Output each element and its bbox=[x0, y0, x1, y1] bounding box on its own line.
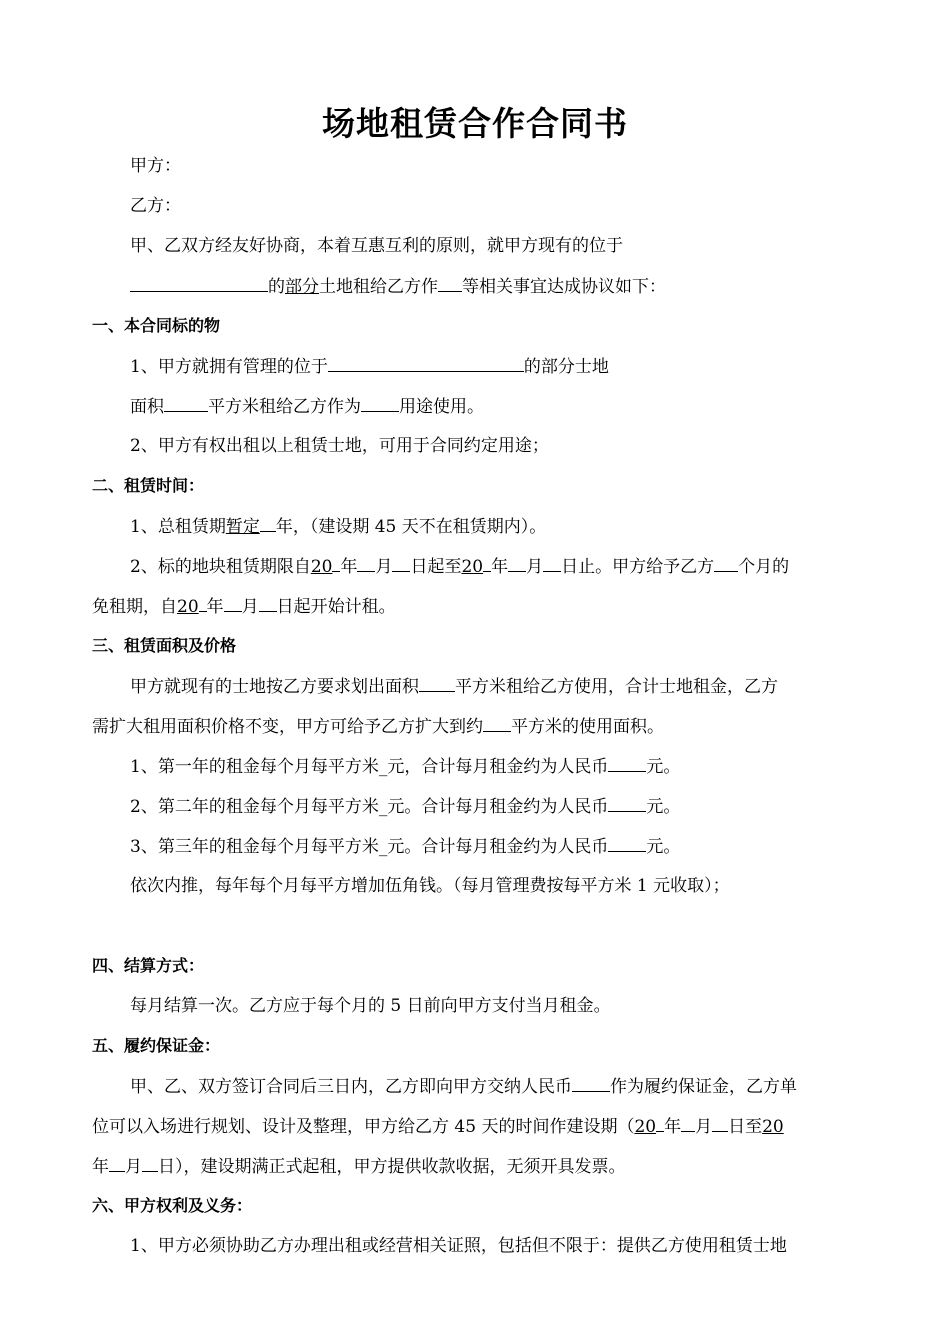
text-run: 月 bbox=[241, 597, 259, 617]
section-6-item-1: 1、甲方必须协助乙方办理出租或经营相关证照，包括但不限于：提供乙方使用租赁士地 bbox=[130, 1236, 787, 1256]
blank-field bbox=[328, 355, 524, 372]
text-run: 免租期，自 bbox=[92, 597, 177, 617]
section-3-item-4: 依次内推，每年每个月每平方增加伍角钱。（每月管理费按每平方米 1 元收取）； bbox=[130, 876, 730, 896]
section-1-heading: 一、本合同标的物 bbox=[92, 316, 221, 335]
text-run: 年 bbox=[664, 1117, 682, 1137]
blank-field bbox=[361, 395, 399, 412]
intro-line-1: 甲、乙双方经友好协商，本着互惠互利的原则，就甲方现有的位于 bbox=[130, 236, 623, 256]
text-run: 暂定 bbox=[225, 517, 260, 537]
text-run: 20 bbox=[634, 1117, 657, 1137]
blank-field bbox=[260, 515, 276, 532]
blank-field bbox=[608, 795, 646, 812]
text-run: 日起开始计租。 bbox=[276, 597, 396, 617]
text-run: 年 bbox=[491, 557, 509, 577]
blank-field bbox=[714, 555, 738, 572]
section-2-item-1 bbox=[130, 515, 862, 538]
section-3-para-line-1 bbox=[130, 675, 862, 698]
text-run: 月 bbox=[375, 557, 393, 577]
section-1-item-2: 2、甲方有权出租以上租赁士地，可用于合同约定用途； bbox=[130, 436, 549, 456]
section-1-item-1-cont bbox=[130, 395, 862, 418]
text-run: 的部分士地 bbox=[523, 357, 609, 377]
blank-field bbox=[572, 1075, 610, 1092]
blank-field bbox=[130, 275, 268, 292]
section-5-para-line-1 bbox=[130, 1075, 862, 1098]
text-run: 日止。甲方给予乙方 bbox=[561, 557, 715, 577]
text-run: 面积 bbox=[130, 397, 164, 417]
text-run: 元。 bbox=[646, 837, 681, 857]
text-run: 月 bbox=[695, 1117, 713, 1137]
text-run: 20 bbox=[177, 597, 199, 617]
text-run: 年 bbox=[340, 557, 358, 577]
blank-field bbox=[508, 555, 526, 572]
text-run: 月 bbox=[526, 557, 544, 577]
blank-field bbox=[164, 395, 208, 412]
text-run: 平方米的使用面积。 bbox=[511, 717, 664, 737]
blank-field bbox=[142, 1155, 158, 1172]
blank-field bbox=[681, 1115, 695, 1132]
text-run: 20 bbox=[762, 1117, 784, 1137]
section-3-para-line-2 bbox=[92, 715, 862, 738]
blank-field bbox=[419, 675, 455, 692]
section-5-para-line-2 bbox=[92, 1115, 862, 1138]
blank-field bbox=[438, 275, 462, 292]
text-run: 1、甲方就拥有管理的位于 bbox=[130, 357, 328, 377]
text-run: 1、总租赁期 bbox=[130, 517, 226, 537]
text-run: 月 bbox=[125, 1157, 142, 1177]
section-3-item-3 bbox=[130, 835, 862, 858]
text-run: 个月的 bbox=[738, 557, 790, 577]
section-5-para-line-3 bbox=[92, 1155, 862, 1178]
text-run: 日起至 bbox=[410, 557, 462, 577]
text-run: 等相关事宜达成协议如下： bbox=[462, 277, 666, 297]
blank-field bbox=[483, 715, 511, 732]
text-run: 需扩大租用面积价格不变，甲方可给予乙方扩大到约 bbox=[92, 717, 483, 737]
section-2-item-2-cont bbox=[92, 595, 862, 618]
blank-field bbox=[608, 755, 646, 772]
intro-line-2 bbox=[130, 275, 862, 298]
section-2-heading: 二、租赁时间： bbox=[92, 476, 205, 495]
section-1-item-1 bbox=[130, 355, 862, 378]
blank-field bbox=[357, 555, 375, 572]
section-3-item-2 bbox=[130, 795, 862, 818]
blank-field bbox=[259, 595, 277, 612]
section-2-item-2 bbox=[130, 555, 862, 578]
text-run: 20 bbox=[310, 557, 333, 577]
text-run: 的 bbox=[268, 277, 285, 297]
text-run: 土地租给乙方作 bbox=[319, 277, 438, 297]
text-run: 2、第二年的租金每个月每平方米_元。合计每月租金约为人民币 bbox=[130, 797, 609, 817]
party-a-line: 甲方： bbox=[130, 156, 181, 176]
text-run: 年，（建设期 45 天不在租赁期内）。 bbox=[275, 517, 547, 537]
blank-field bbox=[543, 555, 561, 572]
text-run: 作为履约保证金，乙方单 bbox=[610, 1077, 797, 1097]
text-run: 3、第三年的租金每个月每平方米_元。合计每月租金约为人民币 bbox=[130, 837, 609, 857]
blank-field bbox=[483, 555, 491, 572]
text-run: 位可以入场进行规划、设计及整理，甲方给乙方 45 天的时间作建设期（ bbox=[92, 1117, 635, 1137]
text-run: 平方米租给乙方使用，合计士地租金，乙方 bbox=[455, 677, 778, 697]
section-3-heading: 三、租赁面积及价格 bbox=[92, 636, 237, 655]
text-run: 1、第一年的租金每个月每平方米_元，合计每月租金约为人民币 bbox=[130, 757, 609, 777]
text-run: 部分 bbox=[285, 277, 319, 297]
text-run: 2、标的地块租赁期限自 bbox=[130, 557, 311, 577]
blank-field bbox=[109, 1155, 125, 1172]
text-run: 日至 bbox=[728, 1117, 763, 1137]
text-run: 甲方就现有的士地按乙方要求划出面积 bbox=[130, 677, 419, 697]
text-run: 年 bbox=[206, 597, 224, 617]
section-6-heading: 六、甲方权利及义务： bbox=[92, 1196, 253, 1215]
blank-field bbox=[392, 555, 410, 572]
text-run: 元。 bbox=[646, 797, 681, 817]
text-run: 用途使用。 bbox=[399, 397, 484, 417]
blank-field bbox=[608, 835, 646, 852]
blank-field bbox=[199, 595, 207, 612]
text-run: 平方米租给乙方作为 bbox=[208, 397, 361, 417]
blank-field bbox=[656, 1115, 664, 1132]
text-run: 甲、乙、双方签订合同后三日内，乙方即向甲方交纳人民币 bbox=[130, 1077, 572, 1097]
section-5-heading: 五、履约保证金： bbox=[92, 1036, 221, 1055]
party-b-line: 乙方： bbox=[130, 196, 181, 216]
document-title: 场地租赁合作合同书 bbox=[322, 104, 628, 143]
text-run: 年 bbox=[92, 1157, 109, 1177]
section-4-para: 每月结算一次。乙方应于每个月的 5 日前向甲方支付当月租金。 bbox=[130, 996, 611, 1016]
blank-field bbox=[224, 595, 242, 612]
text-run: 日），建设期满正式起租，甲方提供收款收据，无须开具发票。 bbox=[158, 1157, 626, 1177]
section-3-item-1 bbox=[130, 755, 862, 778]
text-run: 20 bbox=[461, 557, 484, 577]
section-4-heading: 四、结算方式： bbox=[92, 956, 205, 975]
blank-field bbox=[712, 1115, 728, 1132]
text-run: 元。 bbox=[646, 757, 681, 777]
